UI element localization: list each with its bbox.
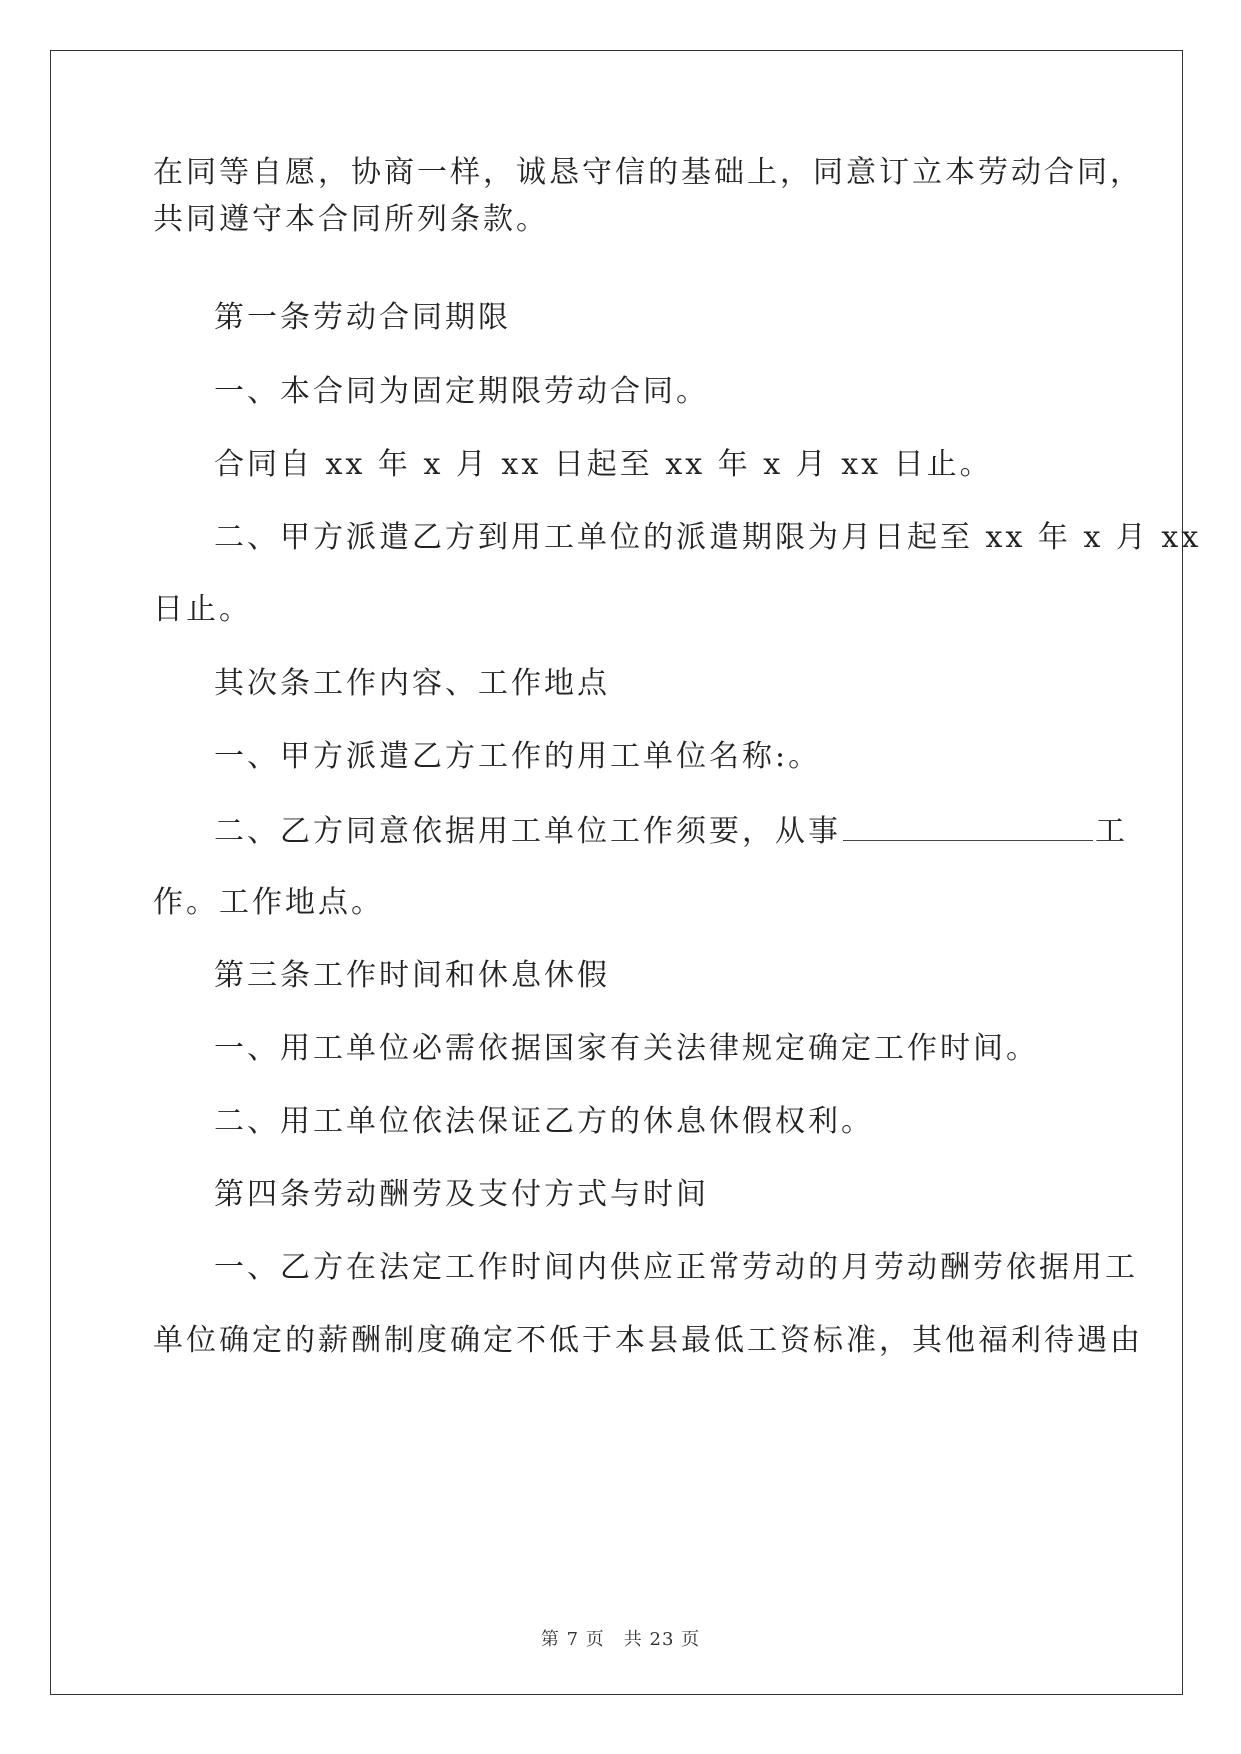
paragraph-line: 一、甲方派遣乙方工作的用工单位名称:。 [214, 739, 822, 774]
paragraph-line-with-blank [214, 810, 1128, 852]
page-border [50, 50, 1183, 1695]
paragraph-line: 日止。 [153, 592, 252, 627]
paragraph-text: 二、乙方同意依据用工单位工作须要，从事 [214, 814, 841, 849]
paragraph-line: 单位确定的薪酬制度确定不低于本县最低工资标准，其他福利待遇由 [153, 1323, 1143, 1358]
section-heading: 其次条工作内容、工作地点 [214, 666, 610, 701]
section-heading: 第三条工作时间和休息休假 [214, 958, 610, 993]
fill-in-blank [843, 810, 1093, 841]
page-footer: 第 7 页 共 23 页 [540, 1629, 701, 1650]
paragraph-line: 在同等自愿，协商一样，诚恳守信的基础上，同意订立本劳动合同， [153, 155, 1143, 190]
paragraph-line: 作。工作地点。 [153, 885, 384, 920]
paragraph-line: 一、本合同为固定期限劳动合同。 [214, 374, 709, 409]
paragraph-line: 一、乙方在法定工作时间内供应正常劳动的月劳动酬劳依据用工 [214, 1250, 1138, 1285]
paragraph-text: 工 [1095, 814, 1128, 849]
paragraph-line: 二、甲方派遣乙方到用工单位的派遣期限为月日起至 xx 年 x 月 xx [214, 520, 1202, 555]
section-heading: 第一条劳动合同期限 [214, 300, 511, 335]
paragraph-line: 合同自 xx 年 x 月 xx 日起至 xx 年 x 月 xx 日止。 [214, 447, 993, 482]
paragraph-line: 一、用工单位必需依据国家有关法律规定确定工作时间。 [214, 1031, 1039, 1066]
paragraph-line: 共同遵守本合同所列条款。 [153, 202, 549, 237]
section-heading: 第四条劳动酬劳及支付方式与时间 [214, 1177, 709, 1212]
paragraph-line: 二、用工单位依法保证乙方的休息休假权利。 [214, 1104, 874, 1139]
